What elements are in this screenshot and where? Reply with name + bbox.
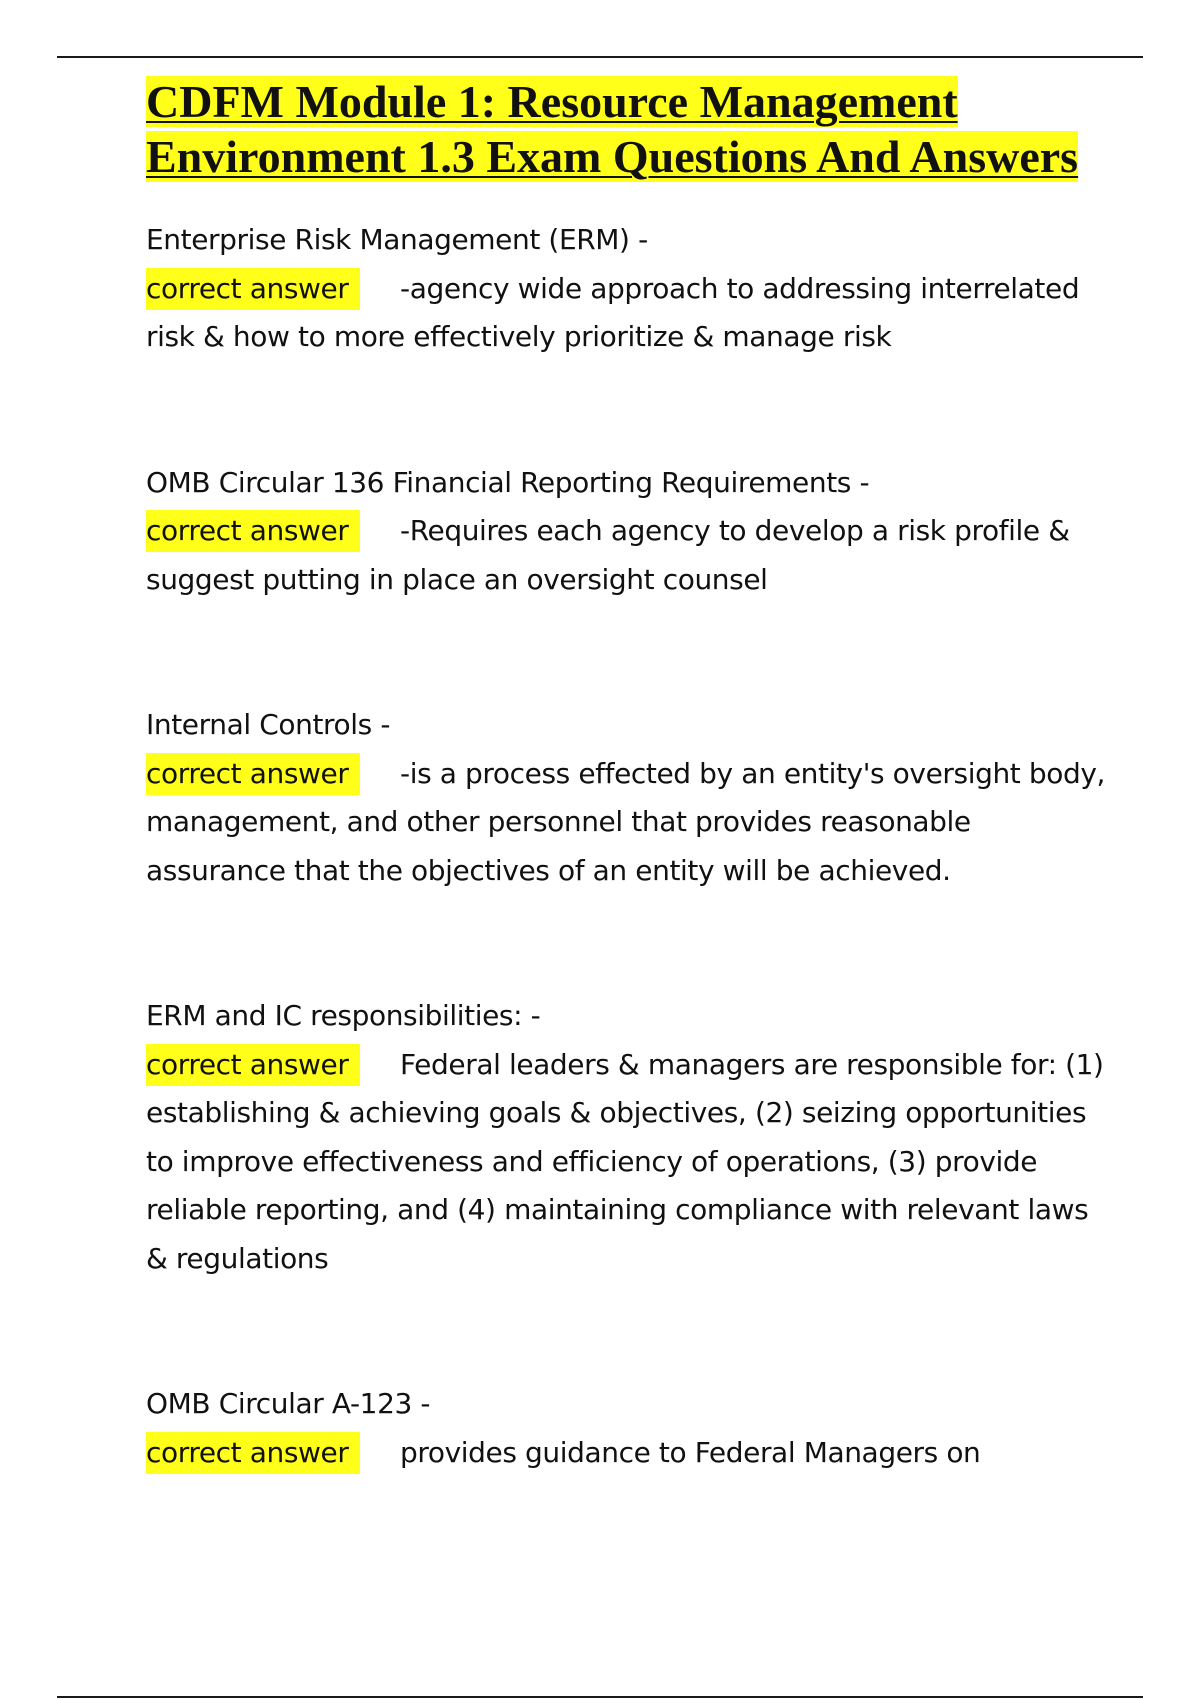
question-text: OMB Circular A-123 - <box>146 1387 431 1420</box>
qa-item <box>146 992 1106 1283</box>
answer-text <box>146 1429 1106 1478</box>
qa-item <box>146 216 1106 362</box>
correct-answer-label: correct answer <box>146 1044 360 1086</box>
answer-text <box>146 507 1106 604</box>
question-text: Internal Controls - <box>146 708 391 741</box>
document-body <box>146 74 1106 1574</box>
answer-body: Federal leaders & managers are responsible for: (1) establishing & achieving goals & objectives, (2) seizing opportunities to improve effectiveness and efficiency of operations, (3) provide reliable reporting, and (4) maintaining compliance with relevant laws & regulations <box>146 1047 1104 1275</box>
question-text: Enterprise Risk Management (ERM) - <box>146 223 648 256</box>
qa-item <box>146 459 1106 605</box>
bottom-rule <box>57 1696 1143 1698</box>
correct-answer-label: correct answer <box>146 268 360 310</box>
title-highlight: CDFM Module 1: Resource Management Environment 1.3 Exam Questions And Answers <box>146 76 1079 182</box>
correct-answer-label: correct answer <box>146 510 360 552</box>
answer-text <box>146 1041 1106 1284</box>
answer-body: -agency wide approach to addressing interrelated risk & how to more effectively prioritize & manage risk <box>146 271 1080 353</box>
qa-item <box>146 701 1106 895</box>
document-title <box>146 74 1106 184</box>
question-text: ERM and IC responsibilities: - <box>146 999 541 1032</box>
answer-text <box>146 750 1106 896</box>
answer-text <box>146 265 1106 362</box>
qa-item <box>146 1380 1106 1477</box>
correct-answer-label: correct answer <box>146 753 360 795</box>
answer-body: -is a process effected by an entity's oversight body, management, and other personnel that provides reasonable assurance that the objectives of an entity will be achieved. <box>146 756 1106 887</box>
answer-body: provides guidance to Federal Managers on <box>400 1435 981 1469</box>
correct-answer-label: correct answer <box>146 1432 360 1474</box>
top-rule <box>57 56 1143 58</box>
answer-body: -Requires each agency to develop a risk profile & suggest putting in place an oversight counsel <box>146 514 1070 596</box>
question-text: OMB Circular 136 Financial Reporting Requirements - <box>146 465 870 499</box>
